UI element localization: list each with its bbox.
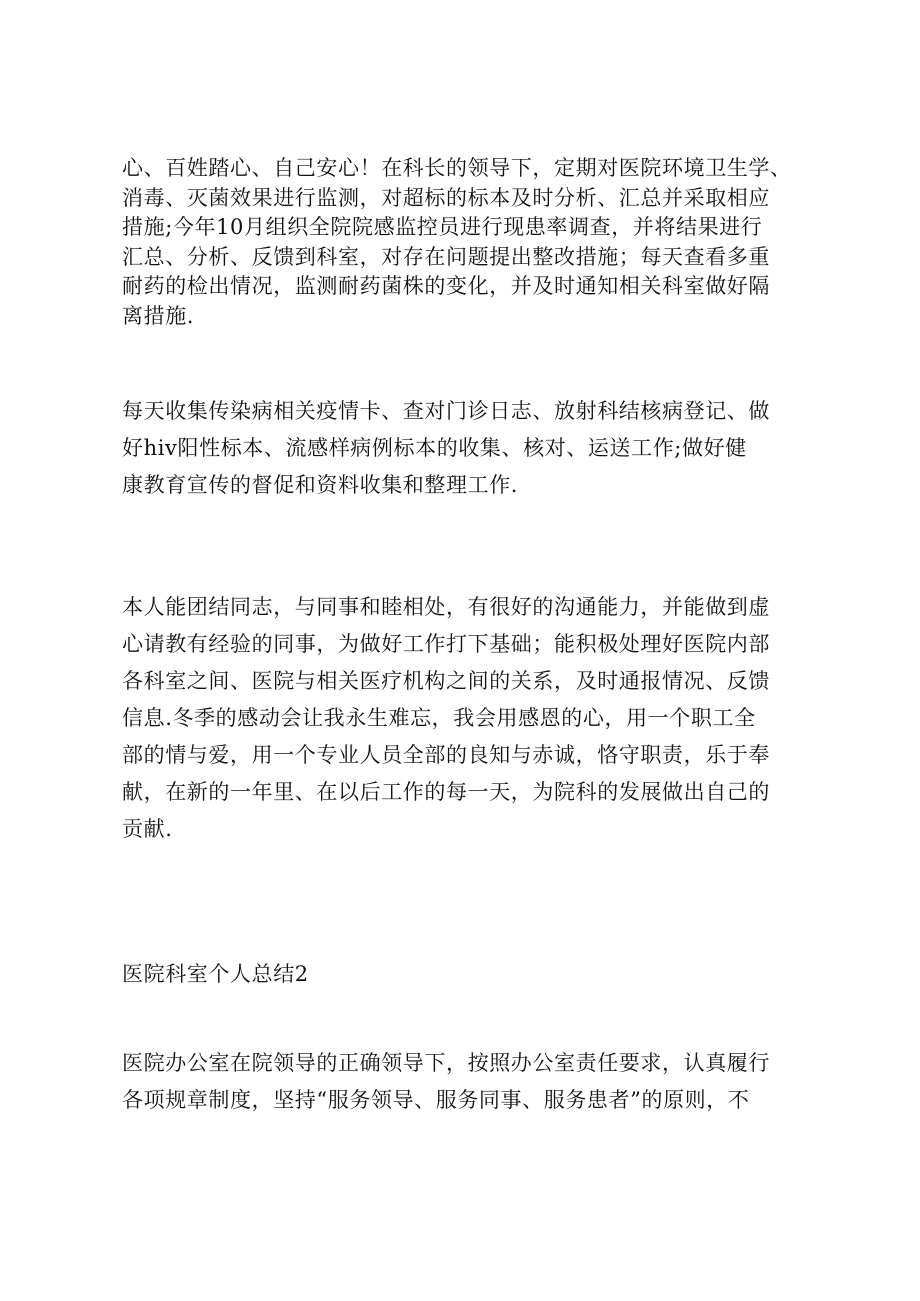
text-line: 本人能团结同志，与同事和睦相处，有很好的沟通能力，并能做到虚	[122, 595, 770, 619]
text-line: 部的情与爱，用一个专业人员全部的良知与赤诚，恪守职责，乐于奉	[122, 743, 770, 767]
paragraph-epidemic-reporting	[122, 393, 822, 504]
paragraph-infection-control	[122, 154, 822, 331]
text-line: 措施;今年10月组织全院院感监控员进行现患率调查，并将结果进行	[122, 215, 763, 239]
text-line: 每天收集传染病相关疫情卡、查对门诊日志、放射科结核病登记、做	[122, 399, 770, 423]
paragraph-office-summary	[122, 1045, 822, 1119]
text-line: 汇总、分析、反馈到科室，对存在问题提出整改措施；每天查看多重	[122, 244, 770, 269]
text-line: 医院办公室在院领导的正确领导下，按照办公室责任要求，认真履行	[122, 1051, 770, 1075]
text-line: 耐药的检出情况，监测耐药菌株的变化，并及时通知相关科室做好隔	[122, 274, 770, 298]
text-line: 心请教有经验的同事，为做好工作打下基础；能积极处理好医院内部	[122, 632, 770, 656]
text-line: 信息.冬季的感动会让我永生难忘，我会用感恩的心，用一个职工全	[122, 706, 756, 730]
section-heading-text: 医院科室个人总结2	[122, 962, 309, 986]
text-line: 离措施.	[122, 303, 195, 328]
text-line: 贡献.	[122, 817, 173, 841]
text-line: 康教育宣传的督促和资料收集和整理工作.	[122, 473, 519, 497]
text-line: 心、百姓踏心、自己安心！在科长的领导下，定期对医院环境卫生学、	[122, 156, 792, 180]
text-line: 各科室之间、医院与相关医疗机构之间的关系，及时通报情况、反馈	[122, 669, 770, 693]
text-line: 消毒、灭菌效果进行监测，对超标的标本及时分析、汇总并采取相应	[122, 185, 770, 210]
section-heading	[122, 959, 822, 989]
text-line: 各项规章制度，坚持“服务领导、服务同事、服务患者”的原则，不	[122, 1088, 750, 1112]
paragraph-teamwork	[122, 589, 822, 848]
text-line: 好hiv阳性标本、流感样病例标本的收集、核对、运送工作;做好健	[122, 436, 747, 460]
text-line: 献，在新的一年里、在以后工作的每一天，为院科的发展做出自己的	[122, 780, 770, 804]
